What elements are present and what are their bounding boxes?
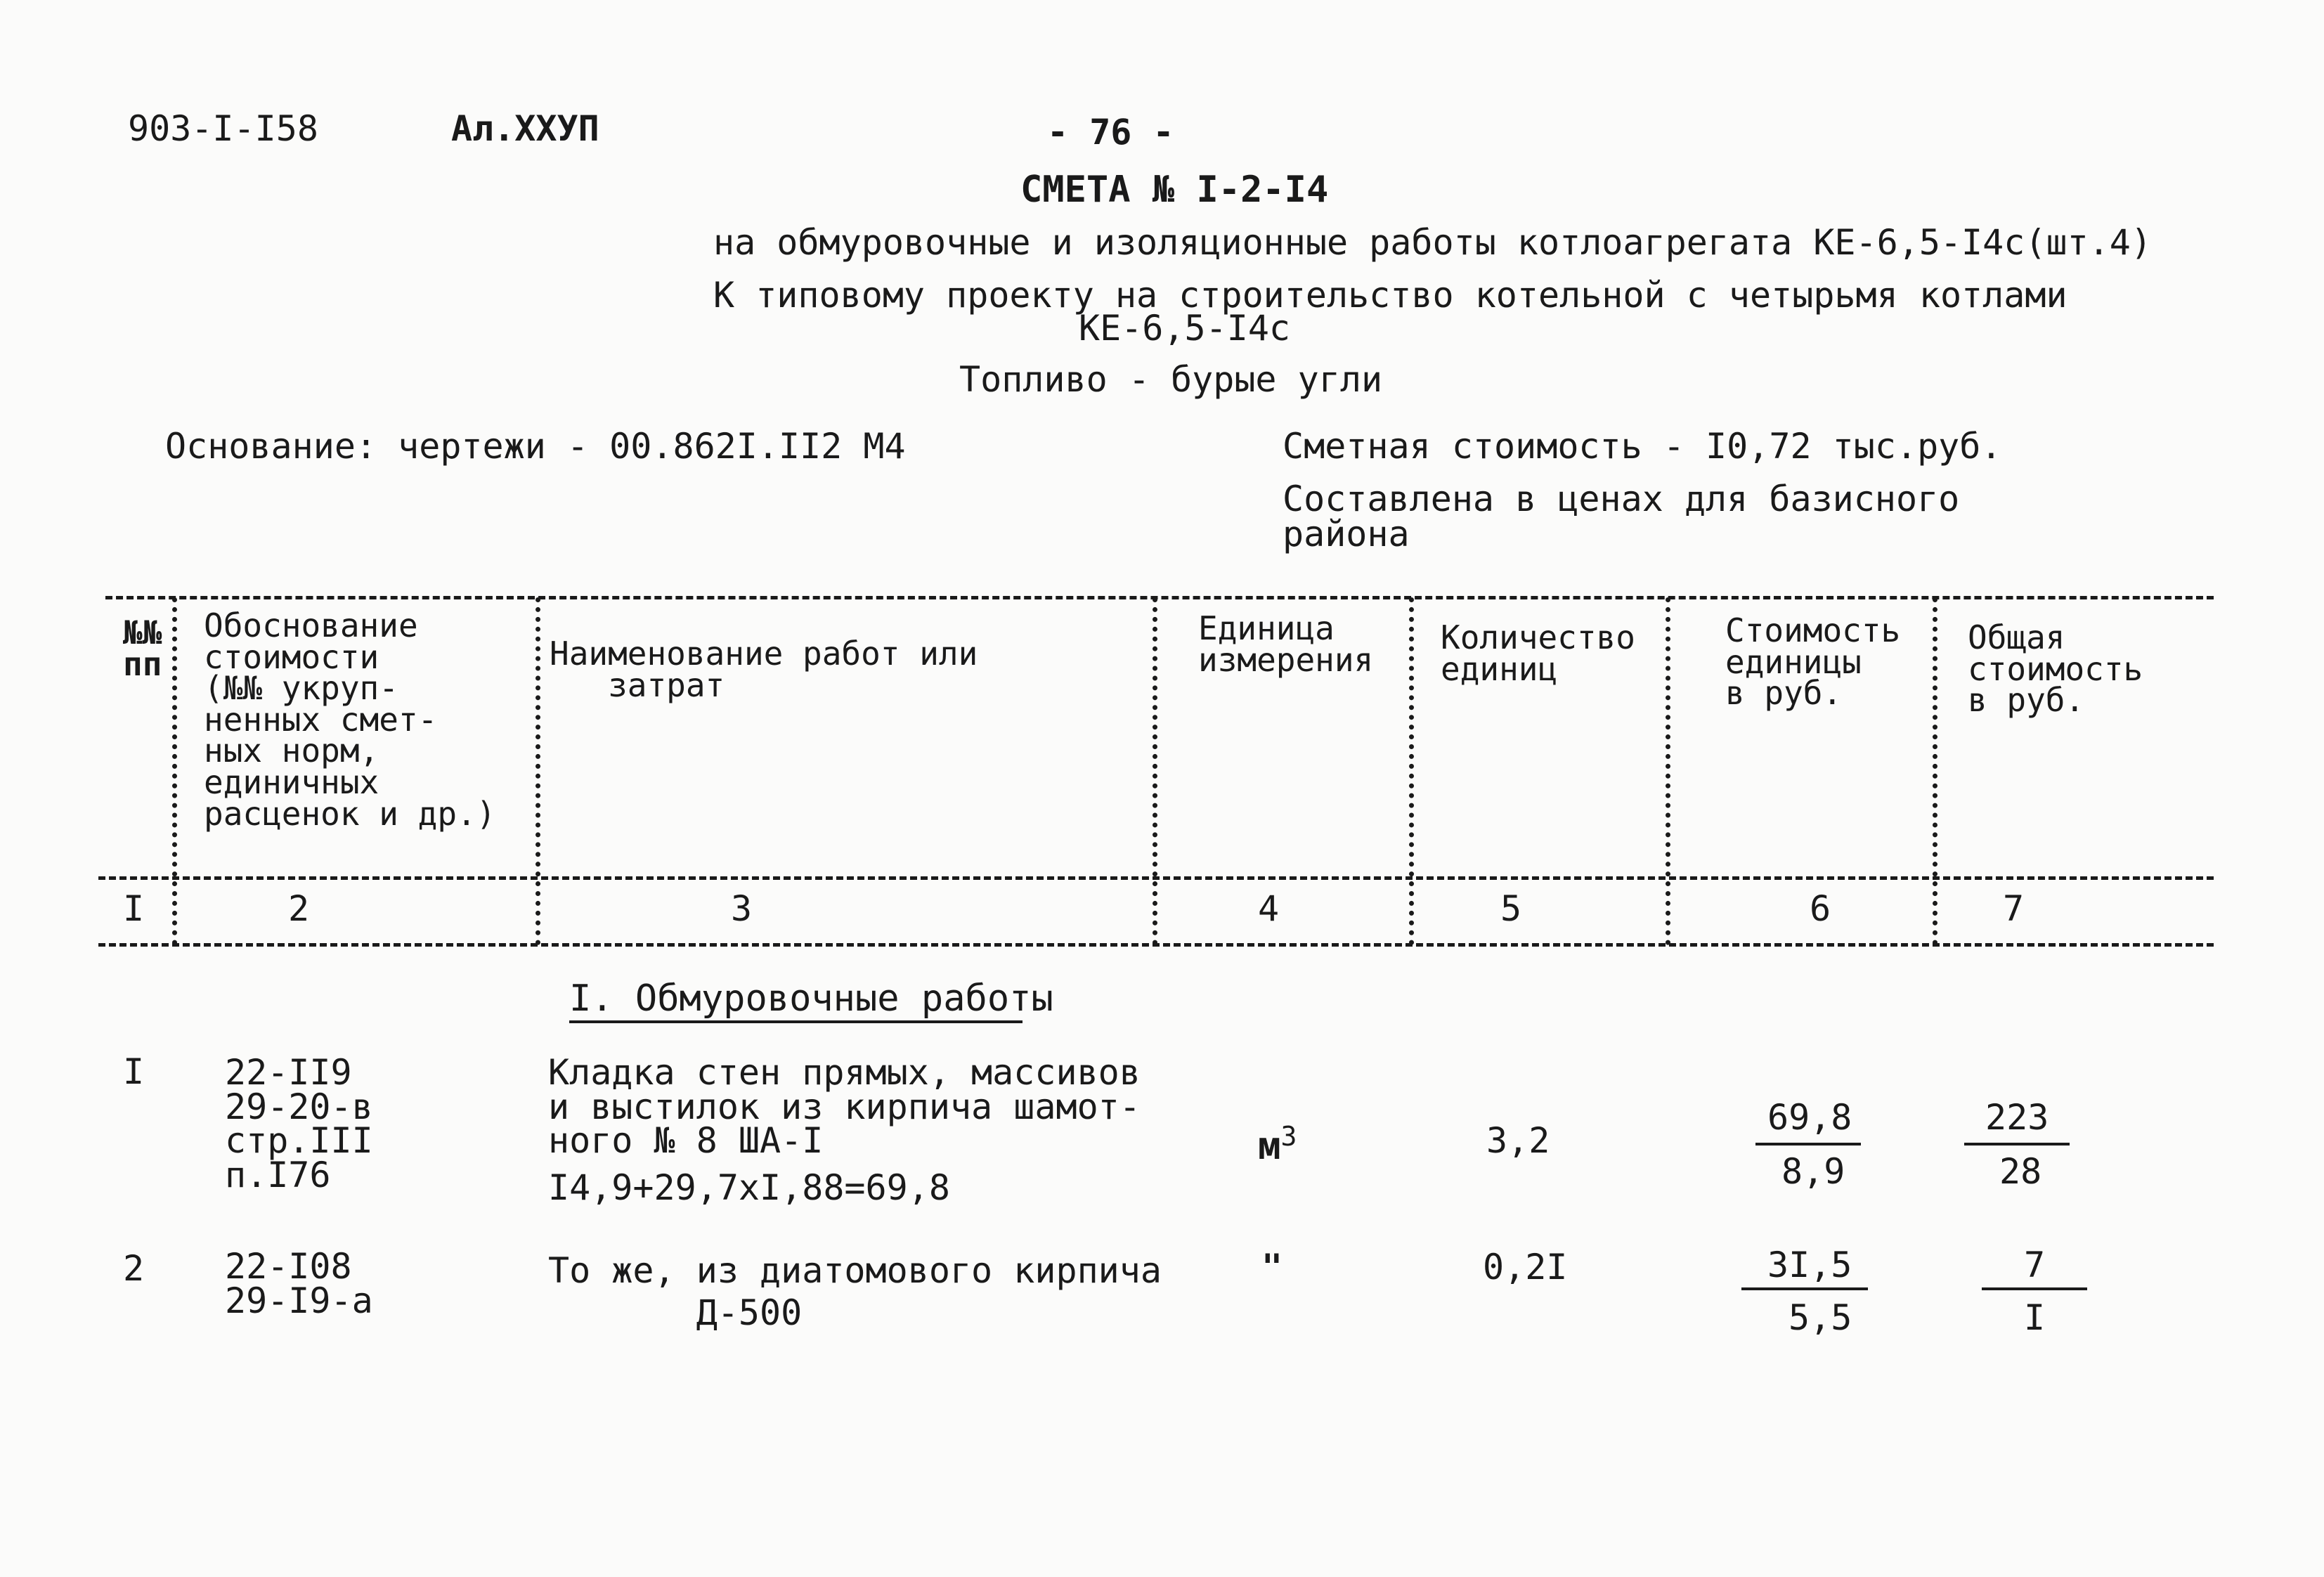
column-divider-1 bbox=[172, 597, 177, 945]
row-1-number: I bbox=[123, 1051, 145, 1092]
row-1-unit-base: м bbox=[1258, 1124, 1281, 1168]
row-1-formula: I4,9+29,7хI,88=69,8 bbox=[548, 1167, 950, 1208]
row-1-name: Кладка стен прямых, массивов и выстилок из кирпича шамот- ного № 8 ША-I bbox=[548, 1052, 1141, 1161]
header-col-total-cost: Общая стоимость в руб. bbox=[1968, 618, 2143, 720]
row-1-unit bbox=[1258, 1121, 1297, 1168]
header-col-quantity: Количество единиц bbox=[1441, 618, 1635, 688]
estimate-subtitle: на обмуровочные и изоляционные работы котлоагрегата КЕ-6,5-I4с(шт.4) bbox=[713, 222, 2152, 263]
row-1-unit-exponent: 3 bbox=[1280, 1121, 1297, 1152]
row-1-total-wages: 28 bbox=[1999, 1151, 2042, 1192]
header-col-number: №№ пп bbox=[123, 614, 162, 683]
estimate-title: СМЕТА № I-2-I4 bbox=[1020, 169, 1329, 211]
header-col-unit: Единица измерения bbox=[1198, 609, 1374, 679]
row-2-name: То же, из диатомового кирпича Д-500 bbox=[548, 1250, 1162, 1333]
column-number-3: 3 bbox=[731, 888, 753, 929]
row-2-basis: 22-I08 29-I9-а bbox=[225, 1246, 373, 1321]
section-title-underline bbox=[569, 1020, 1023, 1023]
row-1-basis: 22-II9 29-20-в стр.III п.I76 bbox=[225, 1052, 373, 1195]
page-number: - 76 - bbox=[1047, 112, 1174, 152]
row-2-total-wages: I bbox=[2024, 1297, 2046, 1338]
column-number-5: 5 bbox=[1500, 888, 1522, 929]
doc-code: 903-I-I58 bbox=[128, 108, 318, 149]
estimated-cost: Сметная стоимость - I0,72 тыс.руб. bbox=[1283, 426, 2002, 467]
row-1-quantity: 3,2 bbox=[1486, 1120, 1550, 1161]
row-1-total-main: 223 bbox=[1985, 1097, 2049, 1138]
row-1-unit-cost-main: 69,8 bbox=[1767, 1097, 1852, 1138]
row-1-unit-cost-fraction-line bbox=[1755, 1143, 1861, 1146]
prices-note: Составлена в ценах для базисного района bbox=[1283, 479, 1960, 554]
section-title: I. Обмуровочные работы bbox=[569, 978, 1053, 1020]
row-2-unit-ditto: " bbox=[1261, 1247, 1283, 1287]
row-2-unit-cost-main: 3I,5 bbox=[1767, 1245, 1852, 1285]
column-number-4: 4 bbox=[1258, 888, 1280, 929]
row-1-unit-cost-wages: 8,9 bbox=[1781, 1151, 1845, 1192]
boiler-model: КЕ-6,5-I4с bbox=[1079, 308, 1291, 349]
header-col-basis: Обоснование стоимости (№№ укруп- ненных смет- ных норм, единичных расценок и др.) bbox=[204, 606, 496, 833]
header-col-unit-cost: Стоимость единицы в руб. bbox=[1725, 611, 1901, 713]
album-number: Ал.ХХУП bbox=[451, 108, 599, 149]
column-divider-5 bbox=[1666, 597, 1670, 945]
column-divider-4 bbox=[1409, 597, 1414, 945]
fuel-type: Топливо - бурые угли bbox=[959, 359, 1383, 400]
column-divider-6 bbox=[1933, 597, 1937, 945]
row-2-unit-cost-fraction-line bbox=[1741, 1287, 1868, 1290]
row-2-number: 2 bbox=[123, 1248, 145, 1289]
column-number-7: 7 bbox=[2003, 888, 2025, 929]
column-number-1: I bbox=[123, 888, 145, 929]
column-divider-2 bbox=[535, 597, 540, 945]
header-col-name: Наименование работ или затрат bbox=[550, 635, 978, 704]
column-number-2: 2 bbox=[288, 888, 310, 929]
column-number-6: 6 bbox=[1810, 888, 1831, 929]
row-2-quantity: 0,2I bbox=[1483, 1247, 1568, 1287]
row-2-unit-cost-wages: 5,5 bbox=[1789, 1297, 1852, 1338]
project-line: К типовому проекту на строительство котельной с четырьмя котлами bbox=[713, 275, 2067, 316]
table-top-rule bbox=[105, 596, 2214, 599]
row-2-total-main: 7 bbox=[2024, 1245, 2046, 1285]
row-2-total-fraction-line bbox=[1982, 1287, 2087, 1290]
row-1-total-fraction-line bbox=[1964, 1143, 2070, 1146]
column-divider-3 bbox=[1153, 597, 1157, 945]
basis-drawings: Основание: чертежи - 00.862I.II2 М4 bbox=[165, 426, 906, 467]
